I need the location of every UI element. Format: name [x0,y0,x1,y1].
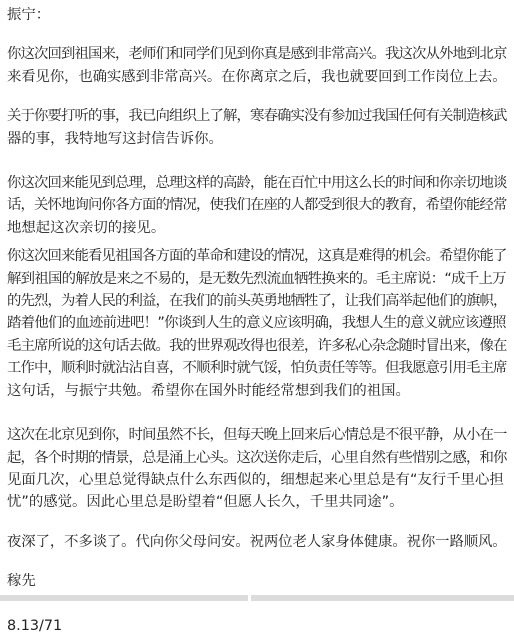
paragraph-closing [7,531,507,553]
text-line: 夜深了，不多谈了。代向你父母问安。祝两位老人家身体健康。祝你一路顺风。 [7,533,507,550]
paragraph-motherland [7,245,507,402]
text-line: 见面几次，心里总觉得缺点什么东西似的，细想起来心里总是有“友行千里心担 [7,471,504,488]
text-line: 这次在北京见到你，时间虽然不长，但每天晚上回来后心情总是不很平静，从小在一 [7,427,507,444]
paragraph-farewell-feelings [7,424,507,514]
text-line: 器的事，我特地写这封信告诉你。 [7,130,223,147]
text-line: 话，关怀地询问你各方面的情况，使我们在座的人都受到很大的教育，希望你能经常 [7,197,507,214]
salutation: 振宁： [7,7,51,23]
text-line: 的先烈，为着人民的利益，在我们的前头英勇地牺牲了，让我们高举起他们的旗帜， [7,293,507,310]
bottom-image-strip [0,595,514,601]
text-line: 工作中，顺利时就沾沾自喜，不顺利时就气馁，怕负责任等等。但我愿意引用毛主席 [7,360,507,377]
text-line: 解到祖国的解放是来之不易的，是无数先烈流血牺牲换来的。毛主席说：“成千上万 [7,270,506,287]
paragraph-premier-meeting [7,172,507,239]
text-line: 地想起这次亲切的接见。 [7,219,166,236]
text-line: 你这次回到祖国来，老师们和同学们见到你真是感到非常高兴。我这次从外地到北京 [7,46,507,63]
text-line: 你这次回来能看见祖国各方面的革命和建设的情况，这真是难得的机会。希望你能了 [7,248,507,265]
text-line: 踏着他们的血迹前进吧！”你谈到人生的意义应该明确，我想人生的意义就应该遵照 [7,315,506,332]
paragraph-return-home [7,43,507,88]
text-line: 起，各个时期的情景，总是涌上心头。这次送你走后，心里自然有些惜别之感，和你 [7,449,507,466]
text-line: 关于你要打听的事，我已向组织上了解，寒春确实没有参加过我国任何有关制造核武 [7,108,507,125]
letter [7,4,507,637]
paragraph-inquiry [7,105,507,150]
letter-date: 8.13/71 [7,617,63,634]
text-line: 毛主席所说的这句话去做。我的世界观改得也很差，许多私心杂念随时冒出来，像在 [7,337,507,354]
text-line: 忧”的感觉。因此心里总是盼望着“但愿人长久，千里共同途”。 [7,494,404,511]
text-line: 来看见你，也确实感到非常高兴。在你离京之后，我也就要回到工作岗位上去。 [7,68,507,85]
text-line: 你这次回来能见到总理，总理这样的高龄，能在百忙中用这么长的时间和你亲切地谈 [7,175,507,192]
text-line: 这句话，与振宁共勉。希望你在国外时能经常想到我们的祖国。 [7,382,410,399]
signature: 稼先 [7,573,36,590]
